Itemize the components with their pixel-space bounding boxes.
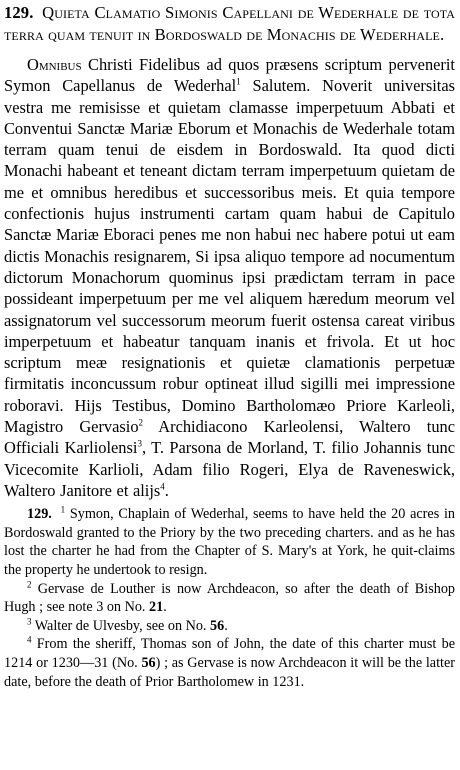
- footnote-marker: 1: [60, 504, 66, 515]
- footnote-marker: 2: [138, 417, 144, 428]
- number-reference: 56: [141, 654, 156, 671]
- charter-segment: Archidiacono Karleolensi, Waltero tunc Officiali Karliolensi: [4, 417, 455, 458]
- footnote-text: Symon, Chaplain of Wederhal, seems to have held the 20 acres in Bordoswald granted to the Priory by the two preceding charters. and as he has lost the charter he had from the Chapter of S. Mary's at York, he quit-claims the property he undertook to resign.: [4, 506, 456, 579]
- footnote-marker: 3: [137, 438, 142, 449]
- entry-number: 129.: [4, 3, 34, 22]
- charter-title: Quieta Clamatio Simonis Capellani de Wederhale de tota terra quam tenuit in Bordoswald de Monachis de Wederhale.: [4, 3, 455, 44]
- footnote-entry-number: 129.: [27, 506, 52, 523]
- number-reference: 21: [149, 599, 164, 616]
- number-reference: 56: [210, 617, 225, 634]
- charter-text: [4, 54, 455, 501]
- footnote-marker: 3: [27, 616, 32, 627]
- charter-segment: Christi Fidelibus ad quos præsens scriptum pervenerit Symon Capellanus de Wederhal: [4, 55, 455, 96]
- footnote-marker: 2: [27, 578, 32, 589]
- charter-segment: , T. Parsona de Morland, T. filio Johannis tunc Vicecomite Karlioli, Adam filio Rogeri, Elya de Raveneswick, Waltero Janitore et alijs: [4, 438, 455, 500]
- footnote-text: .: [224, 617, 228, 634]
- charter-heading: [4, 0, 455, 46]
- footnote-text: From the sheriff, Thomas son of John, the date of this charter must be 1214 or 1230—31 (No.: [4, 636, 455, 671]
- footnote-1: [4, 505, 455, 579]
- footnote-text: .: [163, 599, 167, 616]
- footnote-text: Gervase de Louther is now Archdeacon, so after the death of Bishop Hugh ; see note 3 on No.: [4, 580, 456, 616]
- footnote-2: [4, 580, 455, 617]
- footnotes: [4, 505, 455, 691]
- footnote-4: [4, 635, 455, 691]
- charter-segment: .: [164, 480, 169, 500]
- footnote-marker: 4: [160, 481, 165, 492]
- document-page: [4, 0, 455, 691]
- charter-segment: Salutem. Noverit universitas vestra me remisisse et quietam clamasse imperpetuum Abbati et Conventui Sanctæ Mariæ Eborum et Monachis de Wederhale totam terram quam tenui de eisdem in Bordoswald. Ita quod dicti Monachi habeant et teneant dictam terram imperpetuum quietam de me et omnibus heredibus et successoribus meis. Et quia tempore confectionis hujus instrumenti cartam quam habui de Capitulo Sanctæ Mariæ Eboraci penes me non habui nec habere potui ut eam dictis Monachis resignarem, Si ipsa aliquo tempore ad nocumentum dictorum Monachorum quominus ipsi prædictam terram in pace possideant imperpetuum per me vel aliquem hæredum meorum vel assignatorum vel successorum meorum fuerit ostensa careat viribus imperpetuum et habeatur tanquam inanis et frivola. Et ut hoc scriptum meæ resignationis et quietæ clamationis perpetuæ firmitatis inconcussum robur optineat illud sigilli mei impressione roboravi. Hijs Testibus, Domino Bartholomæo Priore Karleoli, Magistro Gervasio: [4, 76, 455, 437]
- footnote-text: ) ; as Gervase is now Archdeacon it will be the latter date, before the death of Prior Bartholomew in 1231.: [4, 654, 455, 690]
- footnote-3: [4, 617, 455, 636]
- footnote-marker: 4: [27, 634, 32, 645]
- footnote-marker: 1: [236, 76, 241, 87]
- footnote-text: Walter de Ulvesby, see on No.: [34, 617, 211, 634]
- opening-word: Omnibus: [27, 55, 82, 74]
